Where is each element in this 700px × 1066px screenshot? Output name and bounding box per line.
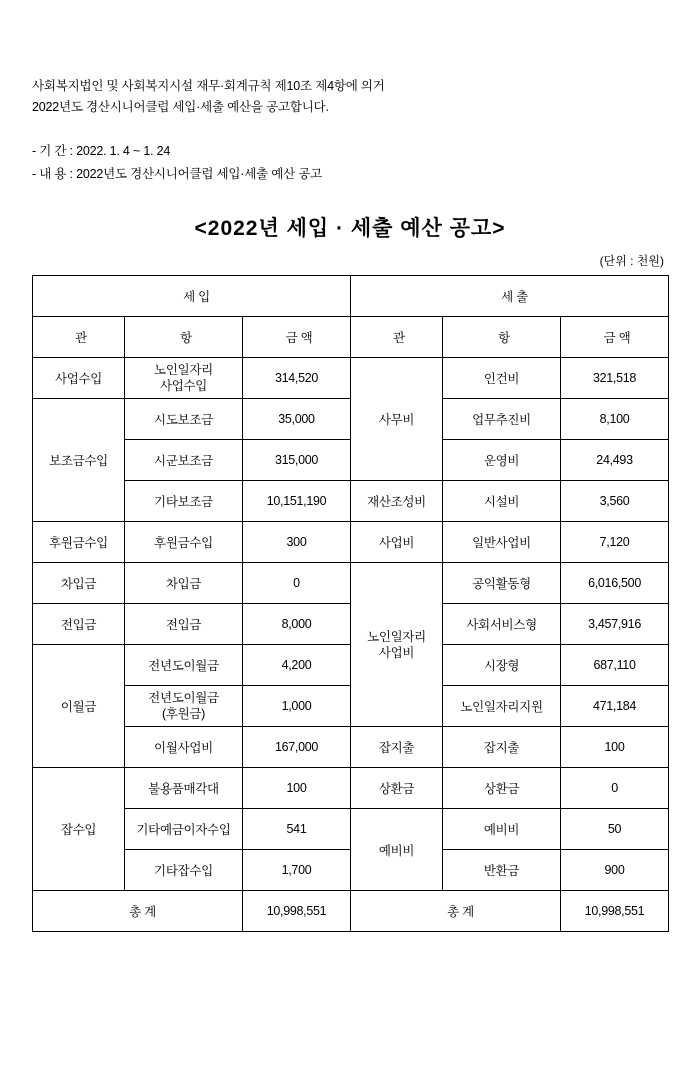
- expense-hang-cell: 노인일자리지원: [443, 686, 561, 727]
- revenue-hang-cell: 기타보조금: [125, 481, 243, 522]
- revenue-amount-cell: 10,151,190: [243, 481, 351, 522]
- expense-hang-cell: 잡지출: [443, 727, 561, 768]
- header-expense-hang: 항: [443, 317, 561, 358]
- header-revenue-amount: 금 액: [243, 317, 351, 358]
- expense-amount-cell: 3,560: [561, 481, 669, 522]
- revenue-hang-cell: 기타예금이자수입: [125, 809, 243, 850]
- revenue-hang-cell: 전년도이월금: [125, 645, 243, 686]
- expense-amount-cell: 6,016,500: [561, 563, 669, 604]
- expense-gwan-cell: 사업비: [351, 522, 443, 563]
- expense-amount-cell: 687,110: [561, 645, 669, 686]
- intro-line-2: 2022년도 경산시니어클럽 세입·세출 예산을 공고합니다.: [32, 100, 329, 114]
- revenue-hang-cell: 노인일자리 사업수입: [125, 358, 243, 399]
- expense-gwan-cell: 사무비: [351, 358, 443, 481]
- table-row: [33, 522, 669, 563]
- header-expense-amount: 금 액: [561, 317, 669, 358]
- expense-gwan-cell: 상환금: [351, 768, 443, 809]
- expense-hang-cell: 업무추진비: [443, 399, 561, 440]
- revenue-amount-cell: 314,520: [243, 358, 351, 399]
- header-revenue-hang: 항: [125, 317, 243, 358]
- unit-note: (단위 : 천원): [599, 254, 664, 268]
- revenue-gwan-cell: 후원금수입: [33, 522, 125, 563]
- expense-total-amount: 10,998,551: [561, 891, 669, 932]
- expense-amount-cell: 8,100: [561, 399, 669, 440]
- revenue-hang-cell: 불용품매각대: [125, 768, 243, 809]
- revenue-hang-cell: 이월사업비: [125, 727, 243, 768]
- expense-hang-cell: 예비비: [443, 809, 561, 850]
- document-page: [0, 76, 700, 1066]
- revenue-hang-cell: 기타잡수입: [125, 850, 243, 891]
- expense-hang-cell: 시장형: [443, 645, 561, 686]
- revenue-hang-cell: 시도보조금: [125, 399, 243, 440]
- expense-hang-cell: 운영비: [443, 440, 561, 481]
- expense-hang-cell: 사회서비스형: [443, 604, 561, 645]
- expense-hang-cell: 반환금: [443, 850, 561, 891]
- expense-gwan-cell: 잡지출: [351, 727, 443, 768]
- intro-line-1: 사회복지법인 및 사회복지시설 재무·회계규칙 제10조 제4항에 의거: [32, 79, 385, 93]
- revenue-amount-cell: 4,200: [243, 645, 351, 686]
- expense-amount-cell: 900: [561, 850, 669, 891]
- expense-amount-cell: 7,120: [561, 522, 669, 563]
- revenue-total-label: 총 계: [33, 891, 243, 932]
- intro-paragraph: [32, 76, 668, 118]
- expense-gwan-cell: 재산조성비: [351, 481, 443, 522]
- revenue-amount-cell: 35,000: [243, 399, 351, 440]
- revenue-amount-cell: 8,000: [243, 604, 351, 645]
- expense-hang-cell: 공익활동형: [443, 563, 561, 604]
- revenue-hang-cell: 차입금: [125, 563, 243, 604]
- expense-amount-cell: 3,457,916: [561, 604, 669, 645]
- table-row: [33, 358, 669, 399]
- revenue-amount-cell: 0: [243, 563, 351, 604]
- expense-amount-cell: 24,493: [561, 440, 669, 481]
- budget-table: [32, 275, 669, 932]
- revenue-amount-cell: 300: [243, 522, 351, 563]
- revenue-hang-cell: 시군보조금: [125, 440, 243, 481]
- header-expense-gwan: 관: [351, 317, 443, 358]
- revenue-amount-cell: 541: [243, 809, 351, 850]
- expense-gwan-cell: 예비비: [351, 809, 443, 891]
- revenue-hang-cell: 후원금수입: [125, 522, 243, 563]
- table-total-row: [33, 891, 669, 932]
- term-period: - 기 간 : 2022. 1. 4 ~ 1. 24: [32, 144, 171, 158]
- revenue-gwan-cell: 차입금: [33, 563, 125, 604]
- revenue-hang-cell: 전입금: [125, 604, 243, 645]
- header-expense-group: 세 출: [351, 276, 669, 317]
- table-row: [33, 809, 669, 850]
- term-content: - 내 용 : 2022년도 경산시니어클럽 세입·세출 예산 공고: [32, 167, 323, 181]
- table-header-groups: [33, 276, 669, 317]
- revenue-gwan-cell: 전입금: [33, 604, 125, 645]
- expense-amount-cell: 321,518: [561, 358, 669, 399]
- expense-hang-cell: 인건비: [443, 358, 561, 399]
- revenue-gwan-cell: 보조금수입: [33, 399, 125, 522]
- expense-amount-cell: 100: [561, 727, 669, 768]
- header-revenue-group: 세 입: [33, 276, 351, 317]
- revenue-gwan-cell: 잡수입: [33, 768, 125, 891]
- header-revenue-gwan: 관: [33, 317, 125, 358]
- table-row: [33, 768, 669, 809]
- revenue-gwan-cell: 이월금: [33, 645, 125, 768]
- revenue-amount-cell: 315,000: [243, 440, 351, 481]
- expense-amount-cell: 0: [561, 768, 669, 809]
- revenue-total-amount: 10,998,551: [243, 891, 351, 932]
- expense-amount-cell: 471,184: [561, 686, 669, 727]
- expense-total-label: 총 계: [351, 891, 561, 932]
- expense-amount-cell: 50: [561, 809, 669, 850]
- page-title: <2022년 세입 · 세출 예산 공고>: [194, 217, 506, 240]
- revenue-amount-cell: 100: [243, 768, 351, 809]
- table-header-columns: [33, 317, 669, 358]
- expense-hang-cell: 일반사업비: [443, 522, 561, 563]
- table-row: [33, 727, 669, 768]
- revenue-gwan-cell: 사업수입: [33, 358, 125, 399]
- expense-gwan-cell: 노인일자리 사업비: [351, 563, 443, 727]
- terms-list: [32, 140, 668, 186]
- table-row: [33, 481, 669, 522]
- revenue-hang-cell: 전년도이월금 (후원금): [125, 686, 243, 727]
- revenue-amount-cell: 167,000: [243, 727, 351, 768]
- revenue-amount-cell: 1,000: [243, 686, 351, 727]
- table-row: [33, 563, 669, 604]
- revenue-amount-cell: 1,700: [243, 850, 351, 891]
- expense-hang-cell: 상환금: [443, 768, 561, 809]
- expense-hang-cell: 시설비: [443, 481, 561, 522]
